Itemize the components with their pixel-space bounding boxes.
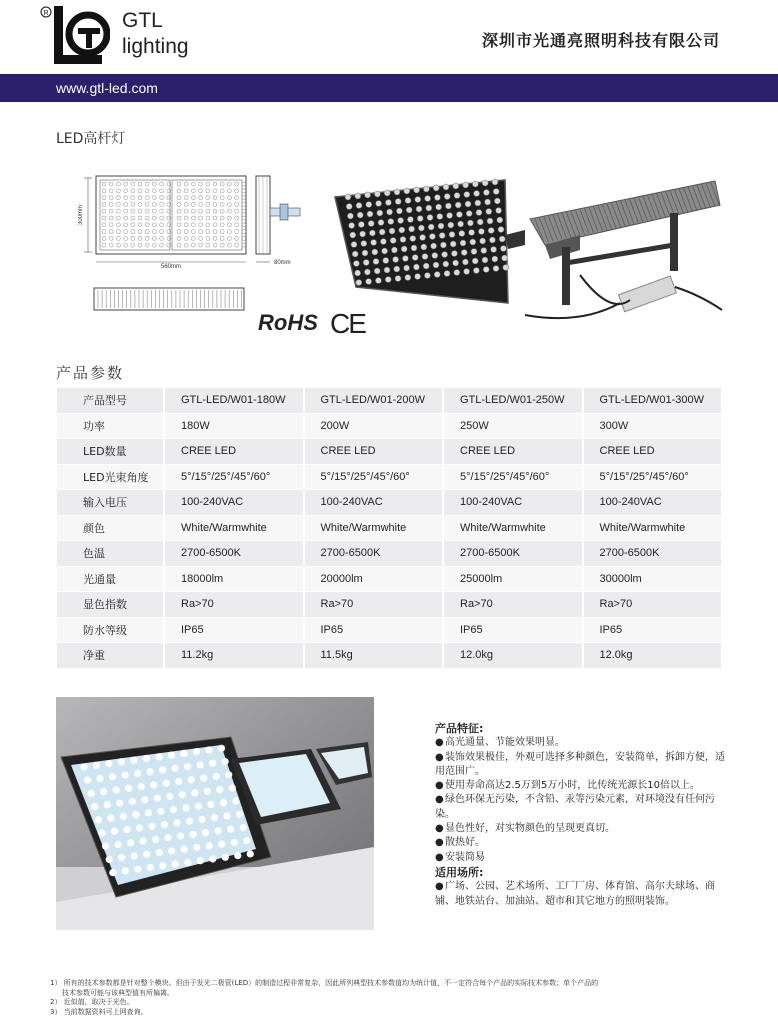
param-value: Ra>70	[444, 592, 584, 618]
feature-item: ●安装简易	[435, 851, 727, 865]
bottom-view-drawing	[92, 282, 247, 316]
param-label: 功率	[57, 414, 165, 440]
footnote-line: 1） 所有的技术参数都是针对整个模块。但由于发光二极管(LED）的制造过程非常复杂，因此所列典型技术参数值均为统计值，不一定符合每个产品的实际技术参数；单个产品的	[50, 979, 740, 989]
footnote-line: 3） 当前数据资料可上网查询。	[50, 1008, 740, 1017]
feature-item: ●高光通量、节能效果明显。	[435, 736, 727, 750]
feature-item: ●显色性好，对实物颜色的呈现更真切。	[435, 822, 727, 836]
param-label: 光通量	[57, 567, 165, 593]
brand-line-1: GTL	[122, 8, 189, 34]
height-dimension: 300mm	[78, 205, 84, 225]
brand-name	[122, 8, 189, 60]
rohs-mark: RoHS	[258, 310, 318, 336]
depth-dimension: 80mm	[274, 260, 291, 266]
params-row	[57, 516, 723, 542]
param-value: CREE LED	[165, 439, 305, 465]
param-label: LED光束角度	[57, 465, 165, 491]
param-value: 250W	[444, 414, 584, 440]
params-row	[57, 618, 723, 644]
param-value: GTL-LED/W01-300W	[584, 388, 724, 414]
param-value: 11.5kg	[305, 643, 445, 669]
params-row	[57, 592, 723, 618]
param-value: 300W	[584, 414, 724, 440]
param-value: 100-240VAC	[584, 490, 724, 516]
section-title: LED高杆灯	[56, 128, 125, 148]
registered-mark: R	[43, 10, 48, 17]
heatsink-fins	[98, 290, 242, 308]
feature-item: ●使用寿命高达2.5万到5万小时，比传统光源长10倍以上。	[435, 779, 727, 793]
param-value: 2700-6500K	[165, 541, 305, 567]
param-value: White/Warmwhite	[165, 516, 305, 542]
param-value: White/Warmwhite	[305, 516, 445, 542]
param-value: IP65	[305, 618, 445, 644]
param-value: 5°/15°/25°/45°/60°	[444, 465, 584, 491]
param-label: 颜色	[57, 516, 165, 542]
params-title: 产品参数	[56, 362, 124, 383]
ce-mark: CE	[330, 308, 365, 340]
param-value: 5°/15°/25°/45°/60°	[584, 465, 724, 491]
param-label: LED数量	[57, 439, 165, 465]
param-label: 产品型号	[57, 388, 165, 414]
param-value: 2700-6500K	[444, 541, 584, 567]
brand-line-2: lighting	[122, 34, 189, 60]
param-value: 100-240VAC	[444, 490, 584, 516]
param-value: CREE LED	[584, 439, 724, 465]
params-row	[57, 541, 723, 567]
param-label: 显色指数	[57, 592, 165, 618]
footnote-line: 2） 近似值，取决于光色。	[50, 998, 740, 1008]
param-value: GTL-LED/W01-180W	[165, 388, 305, 414]
param-value: IP65	[444, 618, 584, 644]
applications-section	[435, 866, 727, 909]
product-photo	[330, 175, 730, 330]
param-value: 5°/15°/25°/45°/60°	[305, 465, 445, 491]
param-value: 2700-6500K	[305, 541, 445, 567]
param-value: GTL-LED/W01-250W	[444, 388, 584, 414]
features-list	[435, 736, 727, 865]
param-value: CREE LED	[305, 439, 445, 465]
param-value: 100-240VAC	[165, 490, 305, 516]
gtl-logo-icon	[40, 6, 110, 68]
params-row	[57, 414, 723, 440]
param-value: 18000lm	[165, 567, 305, 593]
params-row	[57, 439, 723, 465]
param-label: 输入电压	[57, 490, 165, 516]
param-value: IP65	[165, 618, 305, 644]
param-value: 5°/15°/25°/45°/60°	[165, 465, 305, 491]
applications-title: 适用场所:	[435, 866, 727, 880]
params-row	[57, 490, 723, 516]
params-row	[57, 388, 723, 414]
led-grid	[102, 182, 246, 247]
params-row	[57, 465, 723, 491]
param-value: 25000lm	[444, 567, 584, 593]
footnote-line: 技术参数可能与该典型值有所偏离。	[50, 989, 740, 999]
installed-photo	[56, 697, 374, 930]
params-row	[57, 567, 723, 593]
param-label: 净重	[57, 643, 165, 669]
param-value: White/Warmwhite	[444, 516, 584, 542]
param-value: 11.2kg	[165, 643, 305, 669]
param-value: Ra>70	[584, 592, 724, 618]
param-value: 12.0kg	[584, 643, 724, 669]
param-value: CREE LED	[444, 439, 584, 465]
footnotes	[50, 979, 740, 1017]
feature-item: ●绿色环保无污染，不含铅、汞等污染元素，对环境没有任何污染。	[435, 793, 727, 822]
website-url[interactable]: www.gtl-led.com	[56, 80, 158, 96]
side-view-drawing	[250, 170, 310, 270]
width-dimension: 560mm	[161, 264, 181, 270]
feature-item: ●散热好。	[435, 836, 727, 850]
param-value: 180W	[165, 414, 305, 440]
param-value: 30000lm	[584, 567, 724, 593]
features-title: 产品特征:	[435, 722, 727, 736]
company-name: 深圳市光通亮照明科技有限公司	[482, 28, 720, 51]
param-value: 100-240VAC	[305, 490, 445, 516]
params-row	[57, 643, 723, 669]
params-table	[57, 388, 723, 669]
applications-text: ●广场、公园、艺术场所、工厂厂房、体育馆、高尔夫球场、商铺、地铁站台、加油站、超市和其它地方的照明装饰。	[435, 880, 727, 909]
param-value: GTL-LED/W01-200W	[305, 388, 445, 414]
param-value: 2700-6500K	[584, 541, 724, 567]
param-value: 20000lm	[305, 567, 445, 593]
param-value: IP65	[584, 618, 724, 644]
param-value: 12.0kg	[444, 643, 584, 669]
param-label: 色温	[57, 541, 165, 567]
param-value: White/Warmwhite	[584, 516, 724, 542]
param-value: Ra>70	[305, 592, 445, 618]
features-section	[435, 722, 727, 865]
param-label: 防水等级	[57, 618, 165, 644]
param-value: Ra>70	[165, 592, 305, 618]
feature-item: ●装饰效果极佳，外观可选择多种颜色，安装简单，拆卸方便，适用范围广。	[435, 751, 727, 780]
front-view-drawing	[78, 170, 258, 270]
param-value: 200W	[305, 414, 445, 440]
